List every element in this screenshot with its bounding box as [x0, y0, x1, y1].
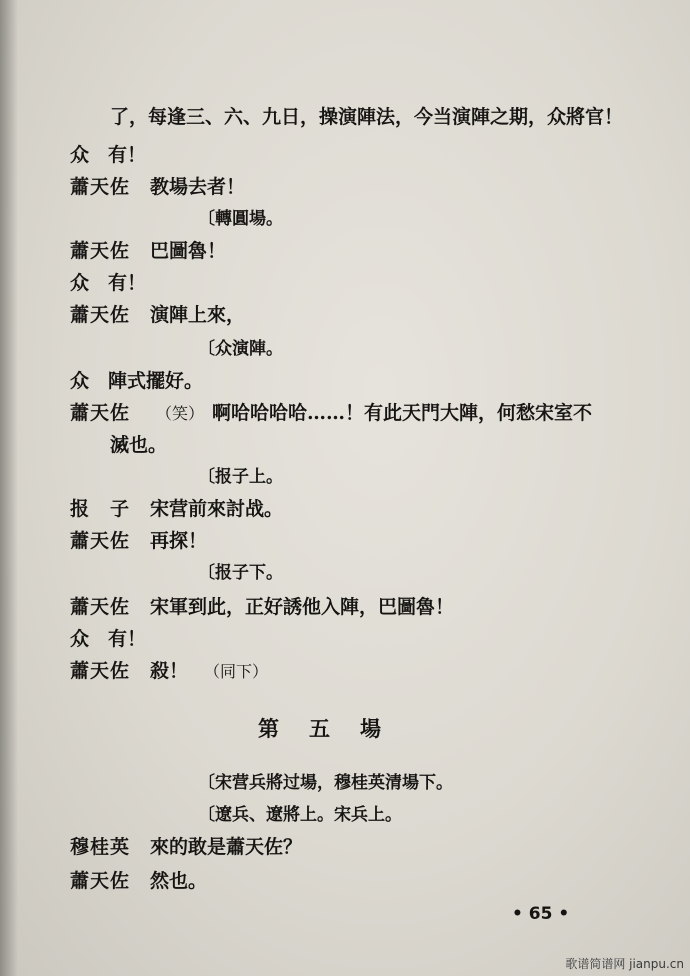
page-gutter-shadow — [0, 0, 18, 976]
line-text: 陣式擺好。 — [108, 370, 204, 392]
line-text: 殺！ — [150, 660, 189, 682]
speaker-name: 众 — [70, 370, 91, 392]
line-text: 演陣上來， — [150, 304, 246, 326]
direction-text: 〔报子上。 — [198, 467, 283, 487]
line-text: 了，每逢三、六、九日，操演陣法，今当演陣之期，众將官！ — [110, 106, 624, 128]
scene-title: 第五場 — [258, 716, 411, 741]
speaker-name: 蕭天佐 — [70, 240, 131, 262]
line-text: 巴圖魯！ — [150, 240, 227, 262]
speaker-name: 蕭天佐 — [70, 176, 131, 198]
direction-text: 〔轉圓場。 — [198, 209, 283, 229]
direction-text: 〔报子下。 — [198, 563, 283, 583]
line-text: 滅也。 — [110, 434, 168, 456]
speaker-name: 蕭天佐 — [70, 870, 131, 892]
direction-text: 〔众演陣。 — [198, 339, 283, 359]
speaker-name: 众 — [70, 144, 91, 166]
line-text: 有！ — [108, 628, 147, 650]
speaker-name: 蕭天佐 — [70, 596, 131, 618]
direction-text: 〔宋营兵將过場，穆桂英清場下。 — [198, 773, 453, 793]
line-text: 有！ — [108, 272, 147, 294]
line-text: 宋軍到此，正好誘他入陣，巴圖魯！ — [150, 596, 455, 618]
site-watermark: 歌谱简谱网 jianpu.cn — [565, 957, 684, 971]
speaker-name: 蕭天佐 — [70, 402, 131, 424]
direction-text: 〔遼兵、遼將上。宋兵上。 — [198, 805, 402, 825]
page-number: • 65 • — [512, 904, 570, 924]
line-text: 來的敢是蕭天佐？ — [150, 836, 303, 858]
speaker-name: 蕭天佐 — [70, 304, 131, 326]
speaker-name: 众 — [70, 628, 91, 650]
stage-action-paren: （笑） — [156, 404, 205, 423]
speaker-name: 众 — [70, 272, 91, 294]
line-text: 然也。 — [150, 870, 208, 892]
stage-action-paren: （同下） — [204, 662, 269, 681]
speaker-name: 蕭天佐 — [70, 660, 131, 682]
speaker-name: 穆桂英 — [70, 836, 131, 858]
line-text: 再探！ — [150, 530, 208, 552]
speaker-name: 蕭天佐 — [70, 530, 131, 552]
speaker-name: 报 子 — [70, 498, 131, 520]
line-text: 有！ — [108, 144, 147, 166]
line-text: 宋营前來討战。 — [150, 498, 284, 520]
line-text: 啊哈哈哈哈……！有此天門大陣，何愁宋室不 — [212, 402, 593, 424]
line-text: 教場去者！ — [150, 176, 246, 198]
